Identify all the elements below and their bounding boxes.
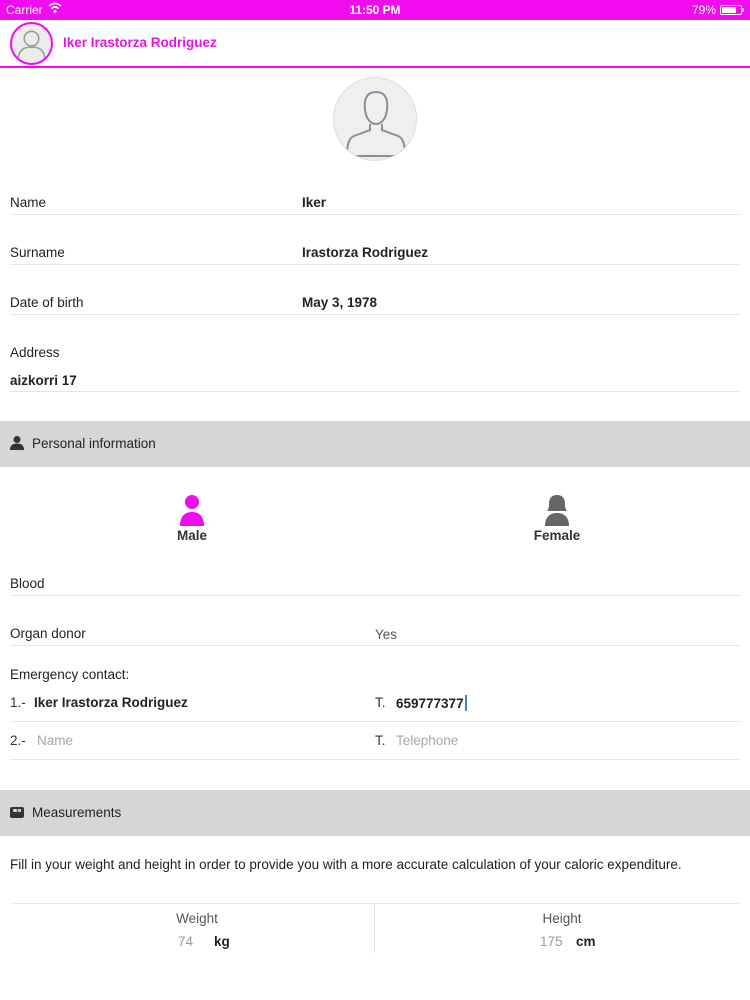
contact-telephone-input[interactable]: Telephone [396,733,459,748]
name-label: Name [10,195,47,210]
measurements-title: Measurements [32,805,122,820]
contact-number: 2.- [10,733,26,748]
user-silhouette-icon [12,24,51,63]
divider [374,905,375,953]
gender-male-option[interactable] [132,494,252,543]
blood-row[interactable] [10,570,740,596]
weight-label: Weight [176,911,218,926]
height-input[interactable]: 175 [540,934,563,949]
blood-label: Blood [10,576,45,591]
clock-time: 11:50 PM [349,3,401,17]
surname-value[interactable]: Irastorza Rodriguez [302,245,429,260]
user-silhouette-icon [334,78,417,161]
address-value[interactable]: aizkorri 17 [10,373,77,388]
telephone-prefix: T. [375,695,386,710]
emergency-contact-label: Emergency contact: [10,667,130,682]
divider [10,903,740,904]
emergency-contact-row [10,724,740,760]
header-title: Iker Irastorza Rodriguez [63,35,217,50]
carrier-label: Carrier [6,3,43,17]
person-icon [9,435,25,451]
status-bar [0,0,750,20]
gender-female-option[interactable] [497,494,617,543]
organ-donor-label: Organ donor [10,626,86,641]
male-icon [178,494,206,526]
height-unit: cm [576,934,596,949]
dob-label: Date of birth [10,295,84,310]
name-row[interactable] [10,190,740,215]
male-label: Male [176,528,207,543]
contact-name-input[interactable]: Iker Irastorza Rodriguez [34,695,188,710]
name-value[interactable]: Iker [302,195,327,210]
height-label: Height [542,911,582,926]
female-label: Female [533,528,581,543]
organ-donor-row[interactable] [10,620,740,646]
personal-info-title: Personal information [32,436,156,451]
contact-number: 1.- [10,695,26,710]
battery-icon [720,5,742,15]
contact-telephone-input[interactable] [396,695,467,711]
telephone-value: 659777377 [396,696,464,711]
measurements-header [0,790,750,836]
battery-fill [722,7,736,13]
battery-percent: 79% [691,3,716,17]
weight-input[interactable]: 74 [178,934,194,949]
address-label: Address [10,345,60,360]
telephone-prefix: T. [375,733,386,748]
surname-label: Surname [10,245,65,260]
organ-donor-value[interactable]: Yes [375,627,398,642]
dob-row[interactable] [10,290,740,315]
weight-unit: kg [214,934,230,949]
header-avatar[interactable] [10,22,53,65]
contact-name-input[interactable]: Name [37,733,74,748]
surname-row[interactable] [10,240,740,265]
top-navbar [0,20,750,68]
personal-info-header [0,421,750,467]
address-row[interactable] [10,340,740,392]
female-icon [543,494,571,526]
measurements-info-text: Fill in your weight and height in order to provide you with a more accurate calculation of your caloric expenditure. [10,857,682,872]
text-cursor [465,695,467,711]
scale-icon [9,804,25,820]
emergency-contact-row [10,686,740,722]
dob-value[interactable]: May 3, 1978 [302,295,378,310]
profile-photo[interactable] [333,77,417,161]
